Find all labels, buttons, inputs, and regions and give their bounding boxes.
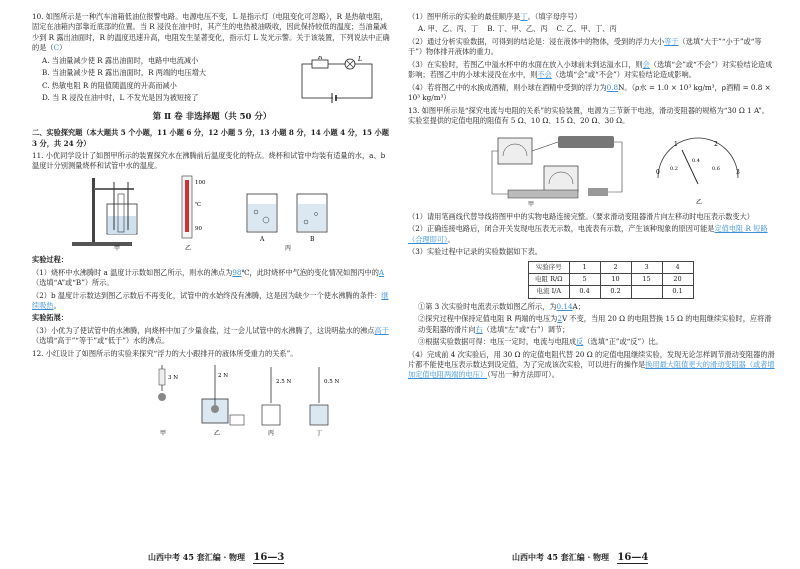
q13-c1: ①第 3 次实验时电流表示数如图乙所示，为0.14A；: [418, 301, 585, 311]
q13-stem: 13. 如图甲所示是“探究电流与电阻的关系”的实验装置，电源为三节新干电池，滑动变阻器的规格为“30 Ω 1 A”。实验室提供的定值电阻的阻值有 5 Ω、10 Ω、15 Ω、20 Ω、30 Ω。: [408, 105, 769, 125]
q12-s1: （1）图甲所示的实验的最佳顺序是丁。（填字母序号）: [408, 12, 582, 21]
q12-choices: A. 甲、乙、丙、丁 B. 丁、甲、乙、丙 C. 乙、甲、丁、丙: [418, 24, 617, 34]
q12-stem: 12. 小红设计了如图所示的实验来探究“浮力的大小跟排开的液体所受重力的关系”。: [32, 348, 298, 358]
q11-process: 实验过程：: [32, 255, 68, 265]
q12-s2: （2）通过分析实验数据，可得到的结论是：浸在液体中的物体，受到的浮力大小等于（选填“大于”“小于”或“等于”）物体排开液体的重力。: [408, 36, 762, 57]
q13-s4: （4）完成前 4 次实验后，用 30 Ω 的定值电阻代替 20 Ω 的定值电阻继续实验，发现无论怎样调节滑动变阻器的滑片都不能使电压表示数达到设定值，为了完成该次实验，可以进行的操作是换用最大阻值更大的滑动变阻器（或者增加定值电阻两端的电压）（写出一种方法即可）。: [408, 349, 775, 380]
fig12-bing: 丙: [268, 430, 275, 438]
q11-s3: （3）小优为了使试管中的水沸腾，向烧杯中加了少量食盐，过一会儿试管中的水沸腾了，这说明盐水的沸点高于（选填“高于”“等于”或“低于”）水的沸点。: [32, 325, 389, 346]
q13-figure: [408, 128, 776, 208]
left-page: [32, 12, 392, 443]
fig12-yi: 乙: [214, 430, 221, 438]
therm-100: 100: [195, 179, 206, 186]
w-3n: 3 N: [168, 375, 179, 382]
dial-04: 0.4: [692, 158, 700, 165]
q10-choice-a: A. 当油量减少使 R 露出油面时，电路中电流减小: [42, 55, 199, 65]
q10-choice-b: B. 当油量减少使 R 露出油面时，R 两端的电压增大: [42, 68, 207, 78]
q10-choice-d: D. 当 R 浸没在油中时，L 不发光是因为被短接了: [42, 93, 199, 103]
fig-jia: 甲: [114, 244, 121, 252]
circuit-diagram: [292, 56, 382, 106]
q13-c2: ②探究过程中保持定值电阻 R 两端的电压为2V 不变，当用 20 Ω 的电阻替换 15 Ω 的电阻继续实验时，应将滑动变阻器的滑片向右（选填“左”或“右”）调节；: [418, 314, 772, 334]
w-2n: 2 N: [218, 373, 229, 380]
right-footer: 山西中考 45 套汇编 · 物理 16—4: [512, 551, 649, 563]
w-25n: 2.5 N: [276, 379, 292, 386]
q11-figure: [32, 174, 392, 252]
label-l: L: [358, 55, 362, 63]
q10-answer: C: [53, 43, 60, 53]
fig12-ding: 丁: [316, 430, 323, 438]
table-row: 电流 I/A 0.4 0.2 0.1: [529, 286, 694, 298]
table-row: 电阻 R/Ω 5 10 15 20: [529, 273, 694, 285]
ammeter-needle: [682, 150, 698, 184]
q11-stem: 11. 小优同学设计了如图甲所示的装置探究水在沸腾前后温度变化的特点。烧杯和试管中均装有适量的水，a、b 温度计分别测量烧杯和试管中水的温度。: [32, 150, 386, 171]
therm-90: 90: [195, 225, 202, 232]
q13-s3: （3）实验过程中记录的实验数据如下表。: [408, 247, 542, 257]
q10-choice-c: C. 热敏电阻 R 的阻值随温度的升高而减小: [42, 80, 177, 90]
left-footer: 山西中考 45 套汇编 · 物理 16—3: [148, 551, 285, 563]
part2-header: 二、实验探究题（本大题共 5 个小题，11 小题 6 分，12 小题 5 分，13 小题 8 分，14 小题 4 分，15 小题 3 分，共 24 分）: [32, 128, 389, 148]
q12-s4: （4）若将图乙中的水换成酒精，则小球在酒精中受到的浮力为0.8N。（ρ水 = 1.0 × 10³ kg/m³，ρ酒精 = 0.8 × 10³ kg/m³）: [408, 82, 771, 103]
fig-yi: 乙: [185, 244, 192, 252]
fig-bing: 丙: [285, 244, 292, 252]
q13-s1: （1）请用笔画线代替导线将图甲中的实物电路连接完整。（要求滑动变阻器滑片向左移动时电压表示数变大）: [408, 211, 754, 221]
dial-0: 0: [656, 169, 660, 177]
w-05n: 0.5 N: [324, 379, 340, 386]
dial-1: 1: [674, 141, 678, 149]
q11-s1: （1）烧杯中水沸腾时 a 温度计示数如图乙所示，则水的沸点为98℃，此时烧杯中气泡的变化情况如图丙中的A（选填“A”或“B”）所示。: [32, 267, 385, 288]
label-r: R: [318, 55, 323, 61]
beaker-b: B: [310, 235, 315, 243]
section-title: 第 Ⅱ 卷 非选择题（共 50 分）: [152, 111, 272, 122]
right-page: [408, 12, 776, 383]
dial-2: 2: [714, 141, 718, 149]
q12-figure: [32, 361, 392, 439]
resistor-r: [312, 60, 328, 68]
data-table: [528, 261, 694, 299]
q11-s2: （2）b 温度计示数达到图乙示数后不再变化，试管中的水始终没有沸腾，这是因为缺少一个使水沸腾的条件：继续吸热。: [32, 290, 389, 310]
fig13-jia: 甲: [528, 201, 535, 209]
q13-s2: （2）正确连接电路后，闭合开关发现电压表无示数，电流表有示数，产生该种现象的原因可能是定值电阻 R 短路（合理即可）。: [408, 224, 768, 244]
dial-02: 0.2: [670, 166, 678, 173]
table-header-row: 实验序号 1 2 3 4: [529, 261, 694, 273]
dial-06: 0.6: [712, 166, 720, 173]
fig13-yi: 乙: [696, 199, 703, 207]
q11-expand: 实验拓展：: [32, 313, 68, 323]
beaker-a: A: [260, 235, 265, 243]
q10-stem: 10. 如图所示是一种汽车油箱低油位报警电路。电源电压不变，L 是指示灯（电阻变化可忽略），R 是热敏电阻，固定在油箱内部靠近底部的位置。当 R 浸没在油中时，其产生的电热被油吸收，因此保持较低的温度；当油量减少到 R 露出油面时，R 的温度迅速升高，电阻发生显著变化，指示灯 L 发光示警。关于该装置，下列说法中正确的是（C）: [32, 12, 390, 53]
therm-deg: ℃: [195, 201, 202, 208]
fig12-jia: 甲: [160, 430, 167, 438]
q13-c3: ③根据实验数据可得：电压一定时，电流与电阻成反（选填“正”或“反”）比。: [418, 337, 663, 347]
dial-3: 3: [736, 169, 740, 177]
q12-s3: （3）在实验时，若图乙中溢水杯中的水面在放入小球前未到达溢水口，则会（选填“会”或“不会”）对实验结论造成影响；若图乙中的小球未浸没在水中，则不会（选填“会”或“不会”）对实验结论造成影响。: [408, 59, 773, 80]
